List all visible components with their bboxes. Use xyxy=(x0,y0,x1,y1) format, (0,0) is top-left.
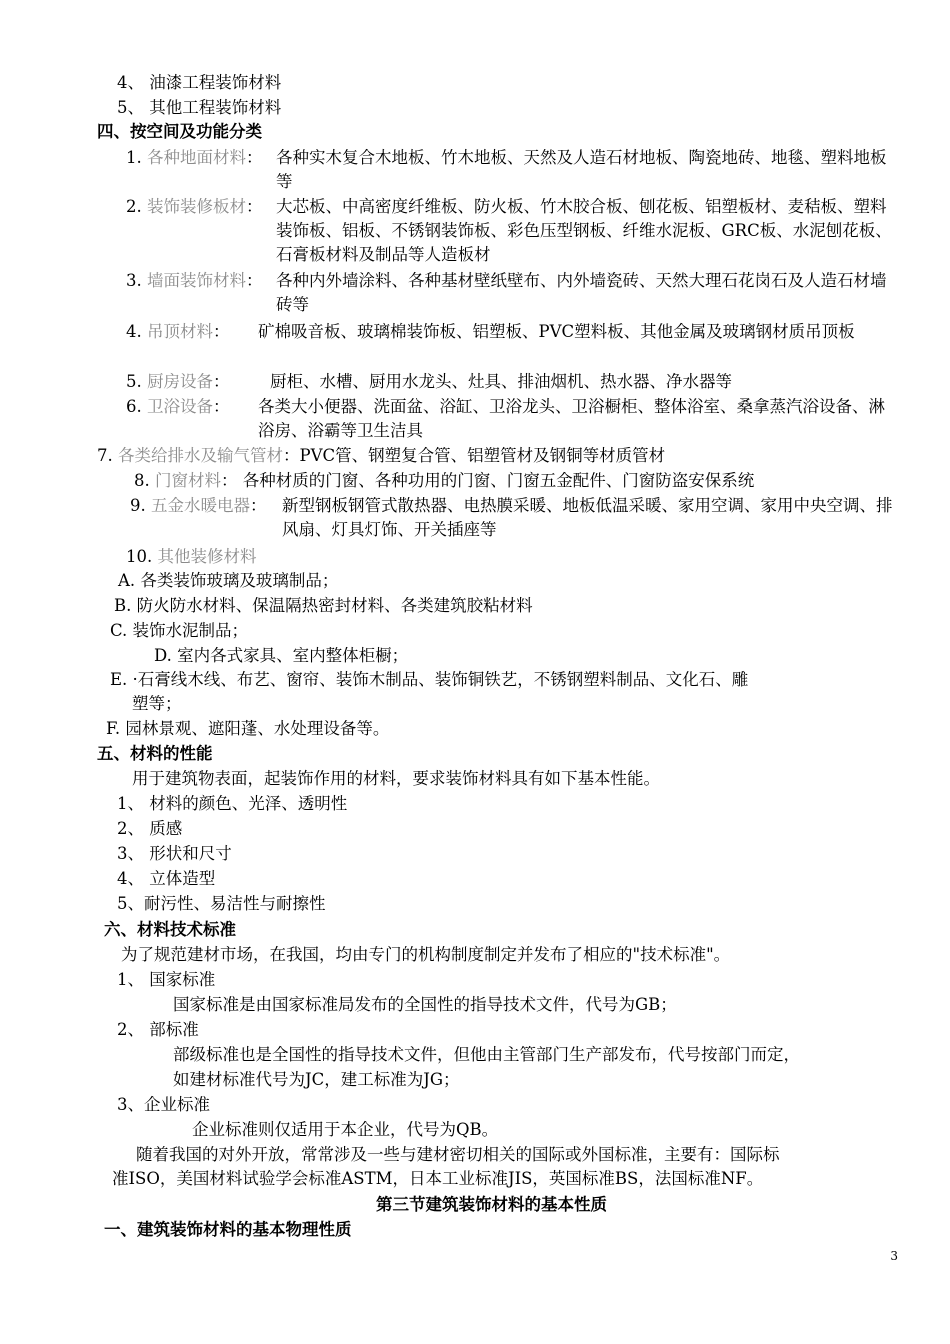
paragraph: 企业标准则仅适用于本企业，代号为QB。 xyxy=(192,1120,499,1139)
list-item: A. 各类装饰玻璃及玻璃制品； xyxy=(118,571,339,590)
paragraph: 随着我国的对外开放，常常涉及一些与建材密切相关的国际或外国标准，主要有：国际标 xyxy=(136,1145,780,1164)
item-number: 1. xyxy=(126,148,147,167)
list-item: F. 园林景观、遮阳蓬、水处理设备等。 xyxy=(106,719,390,738)
item-label: 各种地面材料 xyxy=(147,148,246,167)
list-item: 5、 其他工程装饰材料 xyxy=(117,98,282,117)
list-item: B. 防火防水材料、保温隔热密封材料、各类建筑胶粘材料 xyxy=(114,596,533,615)
item-label: 各类给排水及输气管材 xyxy=(118,446,283,465)
item-number: 6. xyxy=(126,397,147,416)
item-number: 2. xyxy=(126,197,147,216)
item-label: 吊顶材料 xyxy=(147,322,213,341)
list-item: 4、 油漆工程装饰材料 xyxy=(117,73,282,92)
item-number: 3. xyxy=(126,271,147,290)
list-item: 3、 形状和尺寸 xyxy=(117,844,232,863)
item-colon: ： xyxy=(283,446,300,465)
item-number: 8. xyxy=(134,471,155,490)
list-item: C. 装饰水泥制品； xyxy=(110,621,249,640)
item-number: 4. xyxy=(126,322,147,341)
list-item: 4、 立体造型 xyxy=(117,869,216,888)
paragraph: 部级标准也是全国性的指导技术文件，但他由主管部门生产部发布，代号按部门而定， xyxy=(173,1045,800,1064)
item-desc: 各种实木复合木地板、竹木地板、天然及人造石材地板、陶瓷地砖、地毯、塑料地板等 xyxy=(276,148,887,191)
category-item xyxy=(126,370,230,394)
section-heading: 四、按空间及功能分类 xyxy=(97,122,262,141)
item-number: 5. xyxy=(126,372,147,391)
item-label: 门窗材料 xyxy=(155,471,221,490)
category-item xyxy=(130,494,267,518)
item-number: 9. xyxy=(130,496,151,515)
category-item xyxy=(126,195,263,219)
item-colon: ： xyxy=(213,372,230,391)
list-item: 1、 国家标准 xyxy=(117,970,216,989)
list-item-continuation: 塑等； xyxy=(132,694,182,713)
list-item: 1、 材料的颜色、光泽、透明性 xyxy=(117,794,348,813)
section-heading: 六、材料技术标准 xyxy=(104,920,236,939)
paragraph: 为了规范建材市场，在我国，均由专门的机构制度制定并发布了相应的"技术标准"。 xyxy=(121,945,731,964)
item-number: 7. xyxy=(97,446,118,465)
category-item xyxy=(134,469,754,493)
category-item xyxy=(126,146,263,170)
item-desc: 矿棉吸音板、玻璃棉装饰板、铝塑板、PVC塑料板、其他金属及玻璃钢材质吊顶板 xyxy=(258,322,855,341)
page-number: 3 xyxy=(890,1249,898,1263)
item-desc: 各种内外墙涂料、各种基材壁纸壁布、内外墙瓷砖、天然大理石花岗石及人造石材墙砖等 xyxy=(276,271,887,314)
list-item: 2、 部标准 xyxy=(117,1020,199,1039)
item-desc: 各类大小便器、洗面盆、浴缸、卫浴龙头、卫浴橱柜、整体浴室、桑拿蒸汽浴设备、淋浴房、浴霸等卫生洁具 xyxy=(258,397,885,440)
section-heading: 一、建筑装饰材料的基本物理性质 xyxy=(104,1220,352,1239)
list-item: D. 室内各式家具、室内整体柜橱； xyxy=(154,646,409,665)
item-label: 五金水暖电器 xyxy=(151,496,250,515)
paragraph: 如建材标准代号为JC，建工标准为JG； xyxy=(173,1070,460,1089)
item-label: 厨房设备 xyxy=(147,372,213,391)
item-colon: ： xyxy=(221,471,243,490)
item-label: 装饰装修板材 xyxy=(147,197,246,216)
item-colon: ： xyxy=(213,322,230,341)
item-desc: PVC管、钢塑复合管、铝塑管材及钢铜等材质管材 xyxy=(299,446,666,465)
item-number: 10. xyxy=(126,547,158,566)
paragraph: 准ISO，美国材料试验学会标准ASTM，日本工业标准JIS，英国标准BS，法国标准NF。 xyxy=(112,1169,764,1188)
item-colon: ： xyxy=(246,148,263,167)
item-desc: 厨柜、水槽、厨用水龙头、灶具、排油烟机、热水器、净水器等 xyxy=(270,372,732,391)
category-item xyxy=(126,320,230,344)
list-item: E. ·石膏线木线、布艺、窗帘、装饰木制品、装饰铜铁艺，不锈钢塑料制品、文化石、雕 xyxy=(110,670,749,689)
list-item: 3、企业标准 xyxy=(117,1095,210,1114)
item-colon: ： xyxy=(250,496,267,515)
paragraph: 用于建筑物表面，起装饰作用的材料，要求装饰材料具有如下基本性能。 xyxy=(132,769,660,788)
section-heading: 五、材料的性能 xyxy=(97,744,213,763)
category-item xyxy=(126,545,257,569)
list-item: 2、 质感 xyxy=(117,819,183,838)
item-label: 卫浴设备 xyxy=(147,397,213,416)
item-label: 其他装修材料 xyxy=(157,547,257,566)
list-item: 5、耐污性、易洁性与耐擦性 xyxy=(117,894,326,913)
item-desc: 大芯板、中高密度纤维板、防火板、竹木胶合板、刨花板、铝塑板材、麦秸板、塑料装饰板、铝板、不锈钢装饰板、彩色压型钢板、纤维水泥板、GRC板、水泥刨花板、石膏板材料及制品等人造板材 xyxy=(276,197,892,264)
category-item xyxy=(126,269,263,293)
category-item xyxy=(97,444,665,468)
category-item xyxy=(126,395,230,419)
item-desc: 新型钢板钢管式散热器、电热膜采暖、地板低温采暖、家用空调、家用中央空调、排风扇、灯具灯饰、开关插座等 xyxy=(282,496,893,539)
item-colon: ： xyxy=(246,271,263,290)
item-desc: 各种材质的门窗、各种功用的门窗、门窗五金配件、门窗防盗安保系统 xyxy=(242,471,755,490)
item-colon: ： xyxy=(246,197,263,216)
item-colon: ： xyxy=(213,397,230,416)
paragraph: 国家标准是由国家标准局发布的全国性的指导技术文件，代号为GB； xyxy=(173,995,677,1014)
item-label: 墙面装饰材料 xyxy=(147,271,246,290)
chapter-section-title: 第三节建筑装饰材料的基本性质 xyxy=(376,1195,607,1214)
